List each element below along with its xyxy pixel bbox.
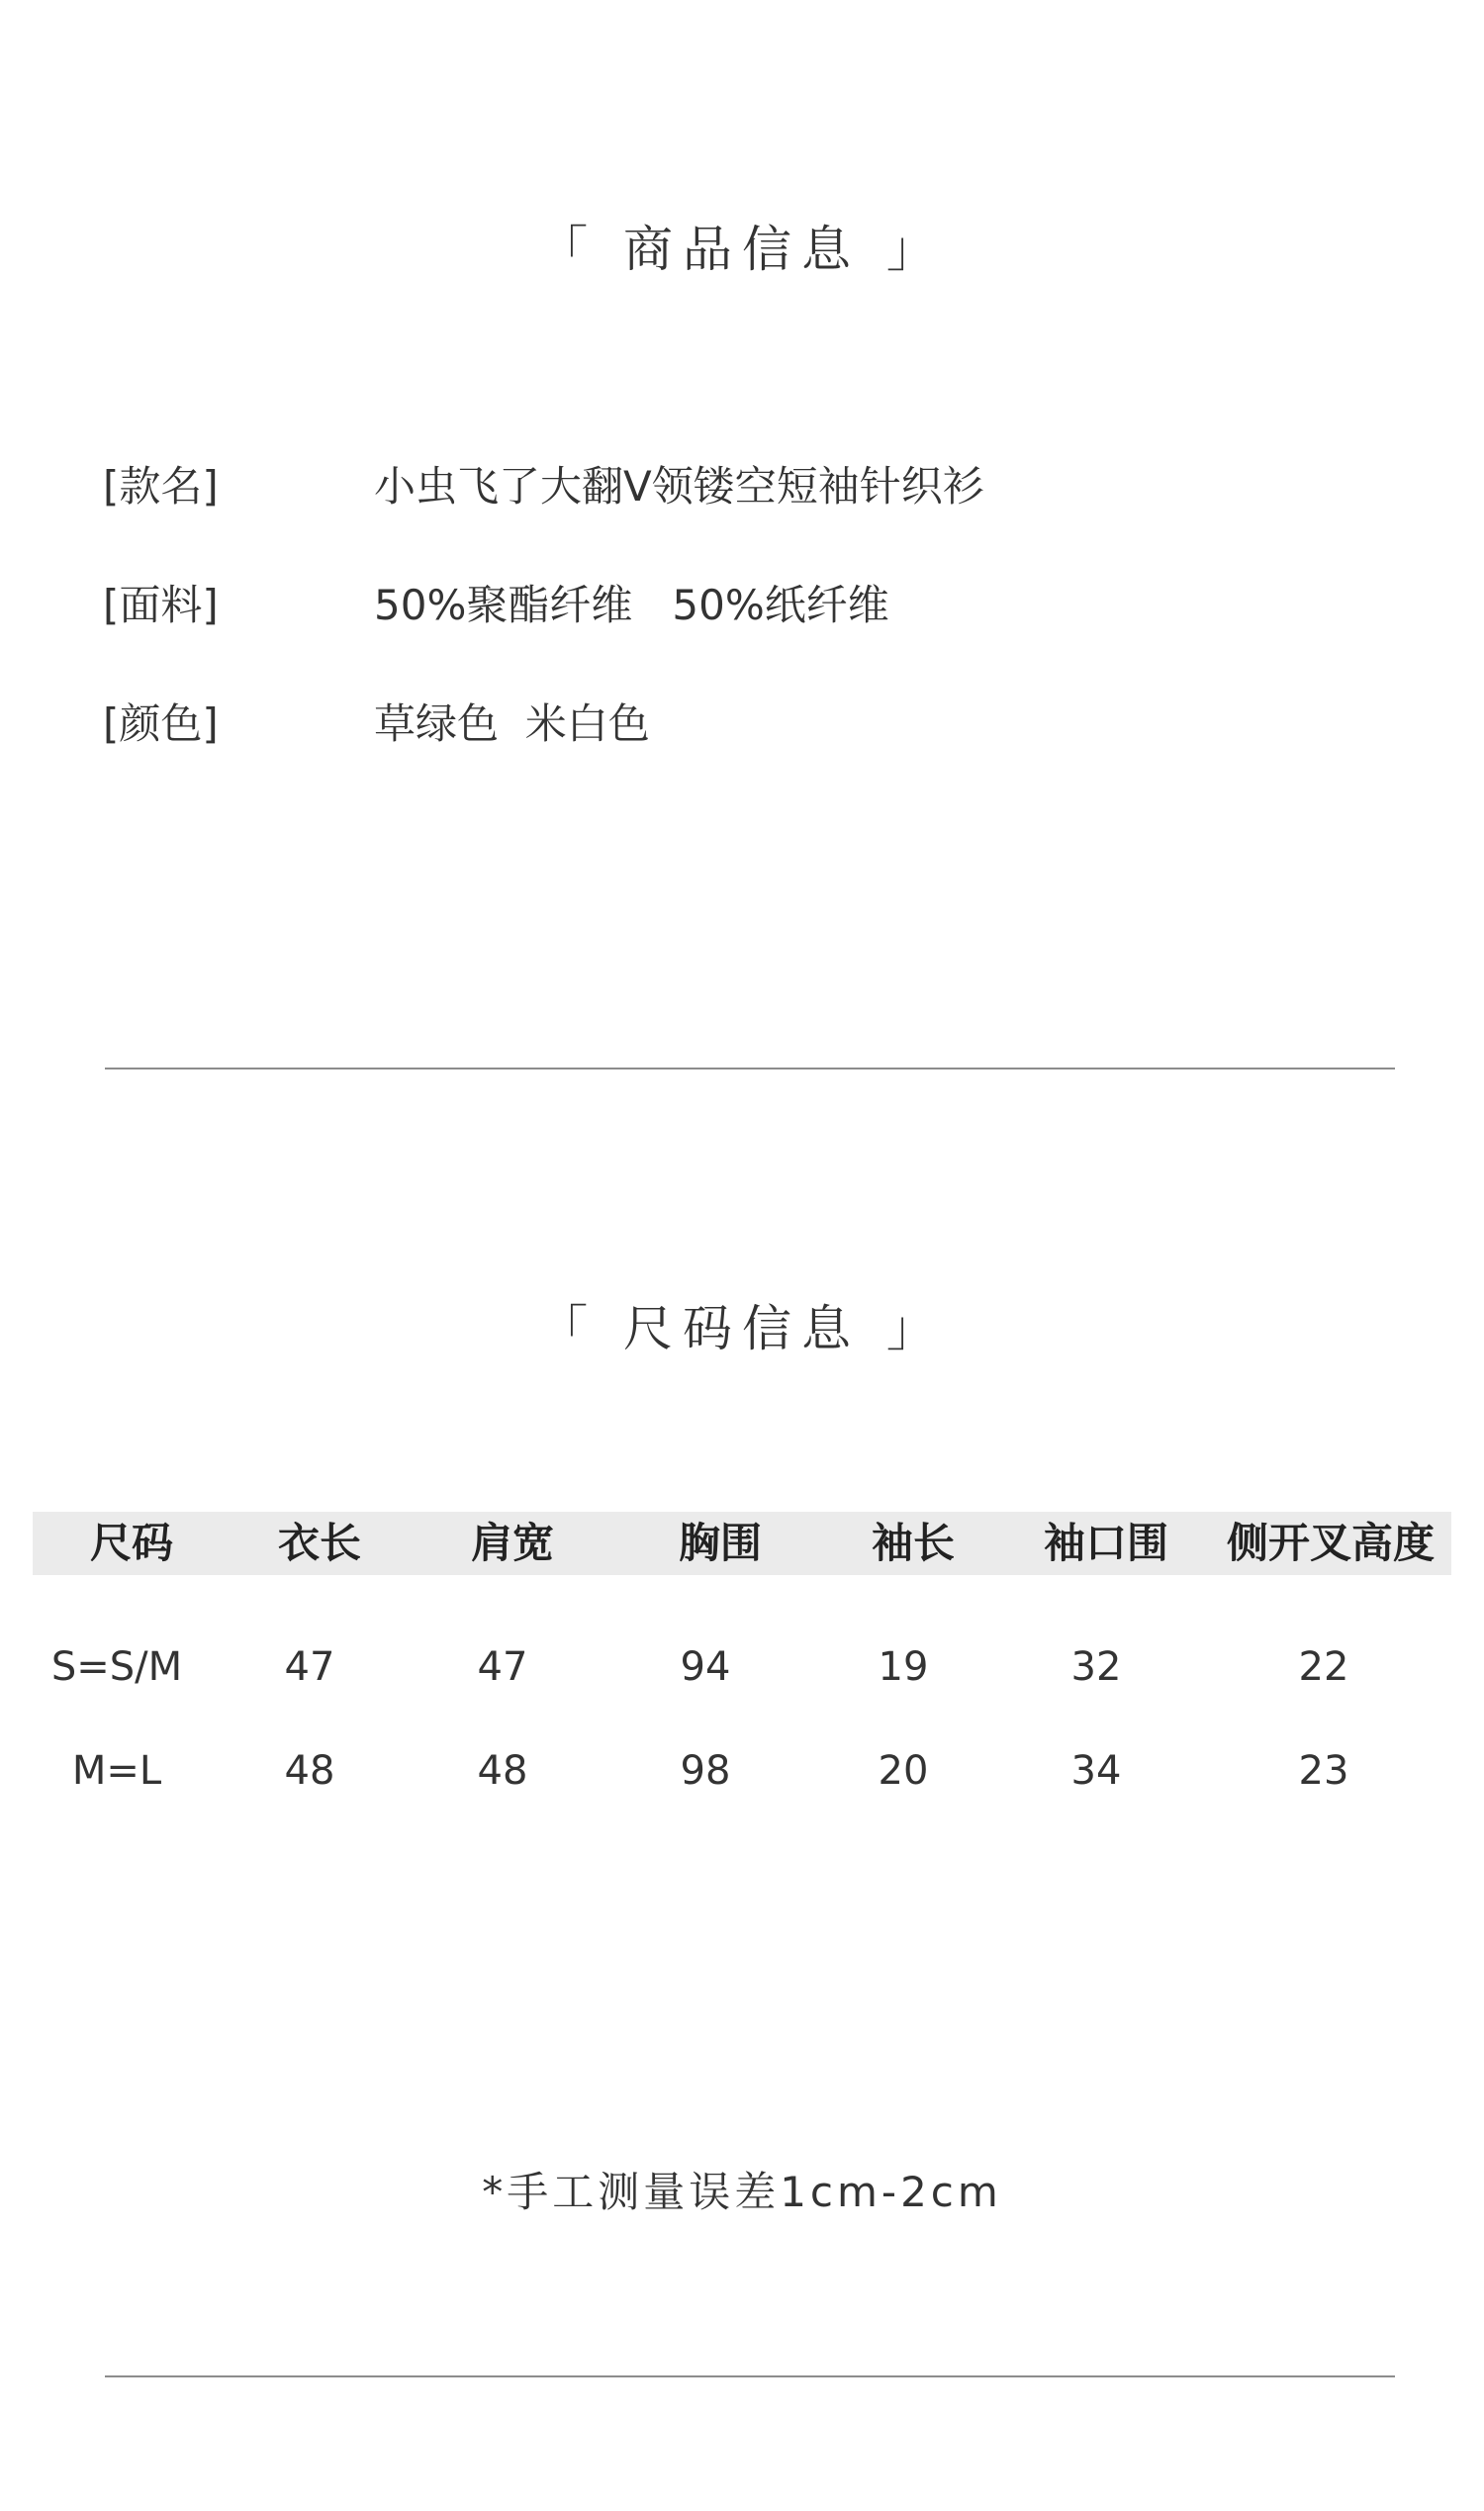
color-value: 草绿色 米白色	[374, 699, 650, 748]
header-size: 尺码	[89, 1519, 173, 1567]
product-name-label: [款名]	[103, 462, 219, 511]
color-label: [颜色]	[103, 699, 219, 748]
fabric-label: [面料]	[103, 581, 219, 629]
section-divider	[105, 1068, 1395, 1070]
header-side-slit: 侧开叉高度	[1226, 1519, 1435, 1567]
header-cuff: 袖口围	[1043, 1519, 1168, 1567]
table-cell: 47	[477, 1644, 528, 1690]
bottom-divider	[105, 2375, 1395, 2377]
table-cell: 32	[1070, 1644, 1122, 1690]
table-cell: 48	[284, 1748, 335, 1794]
table-cell: S=S/M	[50, 1644, 183, 1690]
header-length: 衣长	[277, 1519, 361, 1567]
header-chest: 胸围	[678, 1519, 762, 1567]
table-cell: 48	[477, 1748, 528, 1794]
table-cell: 34	[1070, 1748, 1122, 1794]
header-shoulder: 肩宽	[470, 1519, 554, 1567]
product-info-title: 「 商品信息 」	[538, 221, 946, 278]
size-table-header	[33, 1512, 1451, 1575]
table-cell: 47	[284, 1644, 335, 1690]
table-cell: 20	[878, 1748, 929, 1794]
table-cell: 94	[680, 1644, 731, 1690]
measurement-note: *手工测量误差1cm-2cm	[482, 2168, 1002, 2216]
table-cell: 23	[1298, 1748, 1349, 1794]
table-cell: 19	[878, 1644, 929, 1690]
table-cell: M=L	[71, 1748, 162, 1794]
size-info-title: 「 尺码信息 」	[538, 1300, 946, 1357]
header-sleeve-length: 袖长	[871, 1519, 955, 1567]
product-name-value: 小虫飞了大翻V领镂空短袖针织衫	[374, 462, 984, 511]
fabric-value: 50%聚酯纤维 50%纸纤维	[374, 581, 889, 629]
table-cell: 98	[680, 1748, 731, 1794]
table-cell: 22	[1298, 1644, 1349, 1690]
